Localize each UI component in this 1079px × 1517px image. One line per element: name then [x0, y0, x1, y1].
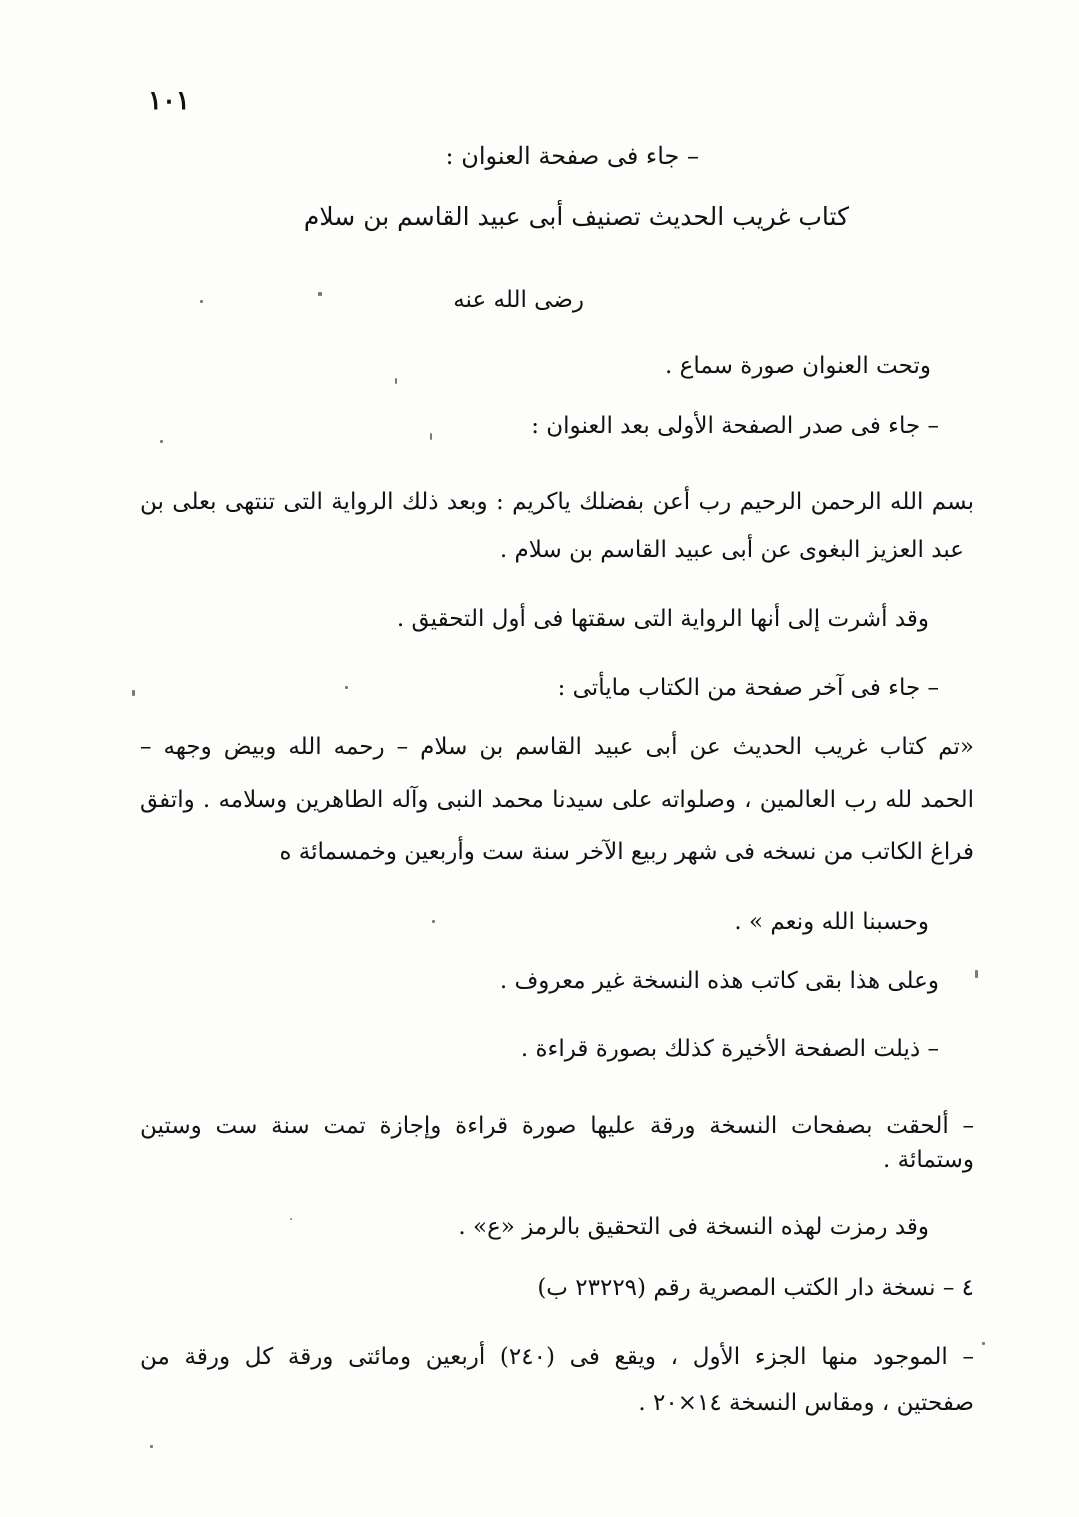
scan-speck — [160, 440, 163, 443]
text-line: – جاء فى صفحة العنوان : — [445, 142, 699, 170]
text-line: وعلى هذا بقى كاتب هذه النسخة غير معروف . — [499, 968, 939, 994]
text-line: وحسبنا الله ونعم » . — [734, 909, 929, 935]
text-line: – الموجود منها الجزء الأول ، ويقع فى (٢٤٠) أربعين ومائتى ورقة كل ورقة من — [140, 1344, 974, 1370]
text-line: فراغ الكاتب من نسخه فى شهر ربيع الآخر سنة ست وأربعين وخمسمائة ه — [279, 839, 974, 865]
text-line: – ألحقت بصفحات النسخة ورقة عليها صورة قراءة وإجازة تمت سنة ست وستين — [140, 1113, 974, 1139]
scan-speck — [432, 920, 435, 923]
text-line: الحمد لله رب العالمين ، وصلواته على سيدنا محمد النبى وآله الطاهرين وسلامه . واتفق — [140, 787, 974, 813]
scan-speck — [290, 1218, 292, 1220]
scan-speck — [132, 690, 135, 696]
text-line: عبد العزيز البغوى عن أبى عبيد القاسم بن سلام . — [499, 537, 964, 563]
title-line: كتاب غريب الحديث تصنيف أبى عبيد القاسم بن سلام — [303, 202, 849, 231]
scan-speck — [430, 433, 432, 440]
text-line: ٤ – نسخة دار الكتب المصرية رقم (٢٣٢٢٩ ب) — [537, 1275, 974, 1301]
text-line: – ذيلت الصفحة الأخيرة كذلك بصورة قراءة . — [520, 1036, 939, 1062]
scan-speck — [982, 1342, 985, 1345]
page-number: ١٠١ — [148, 86, 190, 116]
scan-speck — [345, 686, 348, 689]
scan-speck — [395, 378, 397, 384]
text-line: وقد أشرت إلى أنها الرواية التى سقتها فى أول التحقيق . — [396, 606, 929, 632]
text-line: وستمائة . — [883, 1147, 974, 1173]
text-line: وتحت العنوان صورة سماع . — [665, 353, 931, 379]
text-line: وقد رمزت لهذه النسخة فى التحقيق بالرمز «ع» . — [458, 1214, 929, 1240]
scan-speck — [318, 292, 322, 296]
text-line: «تم كتاب غريب الحديث عن أبى عبيد القاسم بن سلام – رحمه الله وبيض وجهه – — [140, 734, 974, 760]
text-line: صفحتين ، ومقاس النسخة ١٤×٢٠ . — [638, 1390, 974, 1416]
scan-speck — [150, 1445, 153, 1448]
scan-speck — [975, 970, 978, 978]
scan-speck — [200, 300, 203, 303]
text-line: – جاء فى صدر الصفحة الأولى بعد العنوان : — [531, 413, 939, 439]
text-line: – جاء فى آخر صفحة من الكتاب مايأتى : — [557, 675, 939, 701]
text-line: بسم الله الرحمن الرحيم رب أعن بفضلك ياكريم : وبعد ذلك الرواية التى تنتهى بعلى بن — [140, 489, 974, 515]
text-line: رضى الله عنه — [453, 287, 584, 313]
